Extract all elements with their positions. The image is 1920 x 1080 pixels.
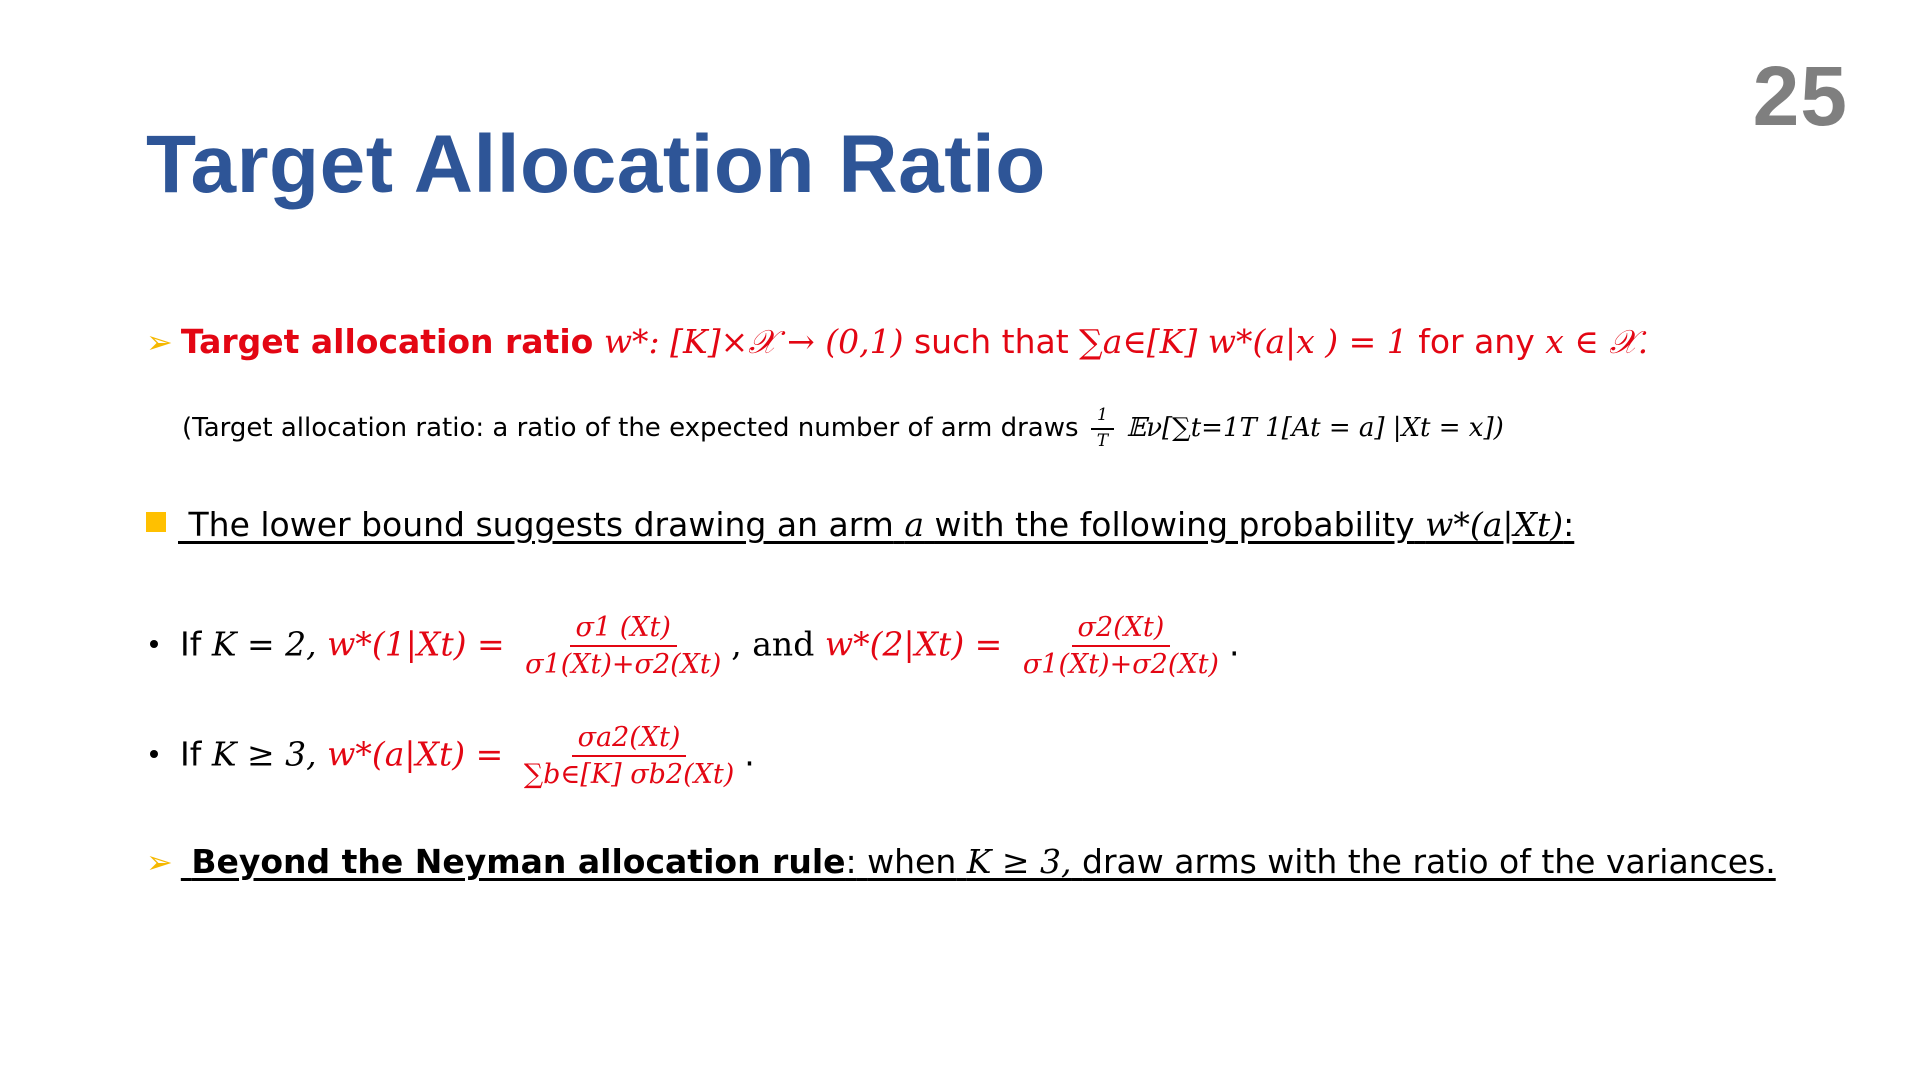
lower-bound-math-a: a <box>904 505 925 544</box>
case-k2-fraction-2 <box>1017 612 1225 680</box>
beyond-math: K ≥ 3, <box>966 842 1072 881</box>
lower-bound-colon: : <box>1563 505 1575 544</box>
case-k3-numerator: σa2(Xt) <box>572 722 687 757</box>
case-k3-condition: K ≥ 3, <box>211 734 317 774</box>
dot-bullet-icon <box>150 750 158 758</box>
note-math: 𝔼ν[∑t=1T 1[At = a] |Xt = x]) <box>1126 413 1504 444</box>
arrow-bullet-icon: ➢ <box>146 323 173 361</box>
case-k2-fraction-1 <box>519 612 727 680</box>
definition-math-sum: ∑a∈[K] w*(a|x ) = 1 <box>1079 322 1408 361</box>
target-allocation-definition <box>146 322 1648 362</box>
case-k-equals-2 <box>146 612 1239 680</box>
case-k2-and: , and <box>731 624 815 664</box>
beyond-text-a: when <box>867 842 957 881</box>
case-k3-lhs: w*(a|Xt) = <box>327 734 504 774</box>
lower-bound-statement <box>146 505 1574 544</box>
beyond-neyman-statement <box>146 842 1776 881</box>
square-bullet-icon <box>146 512 166 532</box>
definition-note <box>182 406 1504 451</box>
definition-math-x: x ∈ 𝒳. <box>1545 322 1649 361</box>
case-k2-numerator-1: σ1 (Xt) <box>570 612 677 647</box>
case-k2-lhs1: w*(1|Xt) = <box>327 624 505 664</box>
case-k2-numerator-2: σ2(Xt) <box>1072 612 1171 647</box>
case-k2-if: If <box>180 624 202 664</box>
case-k3-if: If <box>180 734 202 774</box>
definition-label: Target allocation ratio <box>180 322 594 361</box>
note-text: (Target allocation ratio: a ratio of the expected number of arm draws <box>182 413 1079 444</box>
beyond-label: Beyond the Neyman allocation rule <box>191 842 846 881</box>
note-fraction-denominator: T <box>1096 430 1109 451</box>
case-k2-denominator-2: σ1(Xt)+σ2(Xt) <box>1022 649 1219 681</box>
beyond-text-b: draw arms with the ratio of the variances. <box>1082 842 1776 881</box>
lower-bound-text-b: with the following probability <box>934 505 1415 544</box>
dot-bullet-icon <box>150 640 158 648</box>
case-k2-end: . <box>1228 624 1240 664</box>
note-fraction-numerator: 1 <box>1091 406 1114 430</box>
case-k3-denominator: ∑b∈[K] σb2(Xt) <box>523 759 735 791</box>
case-k2-denominator-1: σ1(Xt)+σ2(Xt) <box>525 649 722 681</box>
definition-math-map: w*: [K]×𝒳 → (0,1) <box>603 322 904 361</box>
case-k3-fraction <box>518 722 740 790</box>
lower-bound-math-w: w*(a|Xt) <box>1425 505 1564 544</box>
lower-bound-text-a: The lower bound suggests drawing an arm <box>188 505 894 544</box>
arrow-bullet-icon: ➢ <box>146 843 173 881</box>
case-k3-end: . <box>744 734 755 774</box>
page-number: 25 <box>1752 49 1848 143</box>
case-k2-lhs2: w*(2|Xt) = <box>824 624 1003 664</box>
note-fraction <box>1091 406 1114 451</box>
case-k-geq-3 <box>146 722 755 790</box>
definition-such-that: such that <box>913 322 1069 361</box>
case-k2-condition: K = 2, <box>211 624 317 664</box>
slide-title: Target Allocation Ratio <box>146 119 1046 210</box>
definition-for-any: for any <box>1418 322 1535 361</box>
beyond-colon: : <box>845 842 857 881</box>
